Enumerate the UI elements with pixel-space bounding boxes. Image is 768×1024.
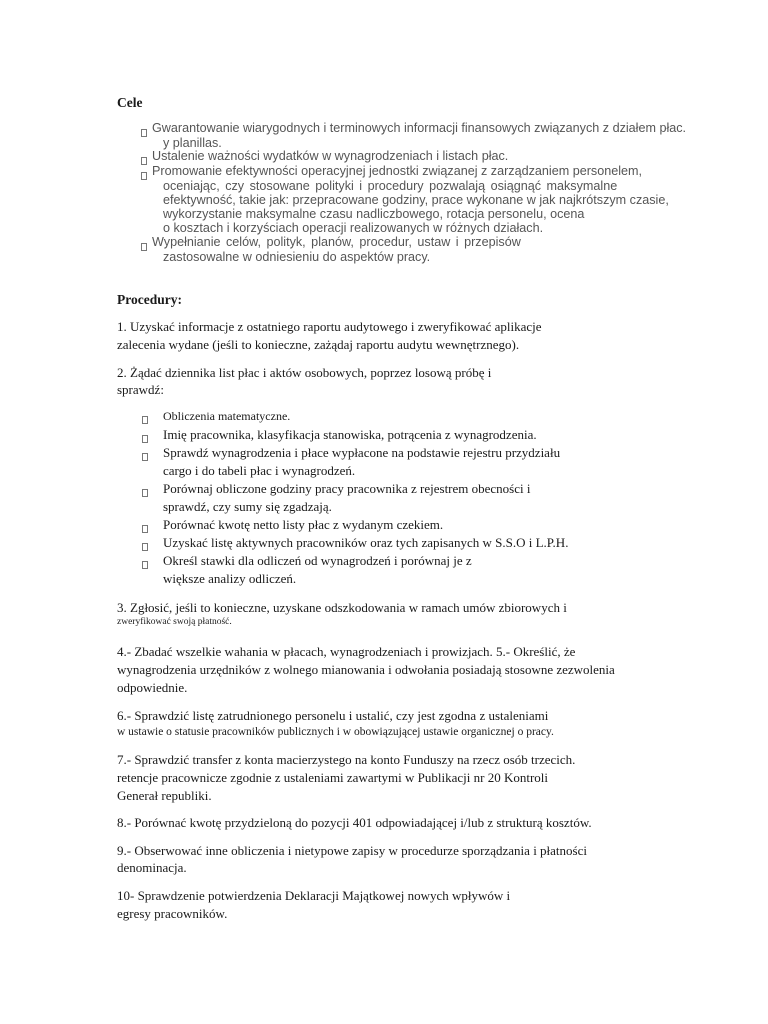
- sub-item-line: sprawdź, czy sumy się zgadzają.: [163, 499, 332, 514]
- bullet-box-icon: [142, 411, 148, 429]
- objective-line: y planillas.: [163, 136, 222, 150]
- section-heading-cele: Cele: [117, 95, 143, 110]
- objective-line: zastosowalne w odniesieniu do aspektów pracy.: [163, 250, 431, 264]
- bullet-box-icon: [142, 430, 148, 448]
- procedure-line: zalecenia wydane (jeśli to konieczne, zażądaj raportu audytu wewnętrznego).: [117, 337, 520, 352]
- sub-item-line: Uzyskać listę aktywnych pracowników oraz tych zapisanych w S.S.O i L.P.H.: [163, 535, 569, 550]
- procedure-line: 1. Uzyskać informacje z ostatniego raportu audytowego i zweryfikować aplikacje: [117, 319, 542, 334]
- procedure-line: 6.- Sprawdzić listę zatrudnionego personelu i ustalić, czy jest zgodna z ustaleniami: [117, 708, 549, 723]
- section-heading-procedury: Procedury:: [117, 292, 182, 307]
- objective-line: o kosztach i korzyściach operacji realizowanych w różnych działach.: [163, 221, 544, 235]
- procedure-line: 8.- Porównać kwotę przydzieloną do pozycji 401 odpowiadającej i/lub z strukturą kosztów.: [117, 815, 592, 830]
- bullet-box-icon: [142, 484, 148, 502]
- procedure-line: denominacja.: [117, 860, 187, 875]
- procedure-line: retencje pracownicze zgodnie z ustaleniami zawartymi w Publikacji nr 20 Kontroli: [117, 770, 549, 785]
- procedure-line: 4.- Zbadać wszelkie wahania w płacach, wynagrodzeniach i prowizjach. 5.- Określić, że: [117, 644, 576, 659]
- bullet-box-icon: [141, 167, 147, 185]
- bullet-box-icon: [141, 124, 147, 142]
- procedure-line: 10- Sprawdzenie potwierdzenia Deklaracji Majątkowej nowych wpływów i: [117, 888, 511, 903]
- sub-item-line: Porównać kwotę netto listy płac z wydanym czekiem.: [163, 517, 444, 532]
- bullet-box-icon: [142, 538, 148, 556]
- procedure-line: sprawdź:: [117, 382, 164, 397]
- procedure-line: Generał republiki.: [117, 788, 212, 803]
- procedure-line: zweryfikować swoją płatność.: [117, 617, 232, 627]
- sub-item-line: Sprawdź wynagrodzenia i płace wypłacone na podstawie rejestru przydziału: [163, 445, 561, 460]
- procedure-line: 9.- Obserwować inne obliczenia i nietypowe zapisy w procedurze sporządzania i płatności: [117, 843, 587, 858]
- procedure-line: w ustawie o statusie pracowników publicznych i w obowiązującej ustawie organicznej o pracy.: [117, 726, 554, 738]
- procedure-line: 3. Zgłosić, jeśli to konieczne, uzyskane odszkodowania w ramach umów zbiorowych i: [117, 600, 567, 615]
- sub-item-line: Imię pracownika, klasyfikacja stanowiska, potrącenia z wynagrodzenia.: [163, 427, 537, 442]
- procedure-line: 7.- Sprawdzić transfer z konta macierzystego na konto Funduszy na rzecz osób trzecich.: [117, 752, 576, 767]
- sub-item-line: cargo i do tabeli płac i wynagrodzeń.: [163, 463, 356, 478]
- objective-line: Promowanie efektywności operacyjnej jednostki związanej z zarządzaniem personelem,: [152, 164, 642, 178]
- bullet-box-icon: [141, 238, 147, 256]
- bullet-box-icon: [142, 520, 148, 538]
- sub-item-line: Obliczenia matematyczne.: [163, 409, 291, 423]
- procedure-line: 2. Żądać dziennika list płac i aktów osobowych, poprzez losową próbę i: [117, 365, 492, 380]
- procedure-line: egresy pracowników.: [117, 906, 228, 921]
- objective-line: efektywność, takie jak: przepracowane godziny, prace wykonane w jak najkrótszym czasie,: [163, 193, 669, 207]
- objective-line: Gwarantowanie wiarygodnych i terminowych informacji finansowych związanych z działem płac.: [152, 121, 687, 135]
- procedure-line: odpowiednie.: [117, 680, 188, 695]
- objective-line: Wypełnianie celów, polityk, planów, procedur, ustaw i przepisów: [152, 235, 521, 249]
- objective-line: oceniając, czy stosowane polityki i procedury pozwalają osiągnąć maksymalne: [163, 179, 618, 193]
- sub-item-line: większe analizy odliczeń.: [163, 571, 297, 586]
- sub-item-line: Porównaj obliczone godziny pracy pracownika z rejestrem obecności i: [163, 481, 531, 496]
- procedure-line: wynagrodzenia urzędników z wolnego mianowania i odwołania posiadają stosowne zezwolenia: [117, 662, 615, 677]
- sub-item-line: Określ stawki dla odliczeń od wynagrodzeń i porównaj je z: [163, 553, 472, 568]
- objective-line: wykorzystanie maksymalne czasu nadliczbowego, rotacja personelu, ocena: [163, 207, 585, 221]
- bullet-box-icon: [142, 556, 148, 574]
- bullet-box-icon: [142, 448, 148, 466]
- objective-line: Ustalenie ważności wydatków w wynagrodzeniach i listach płac.: [152, 149, 509, 163]
